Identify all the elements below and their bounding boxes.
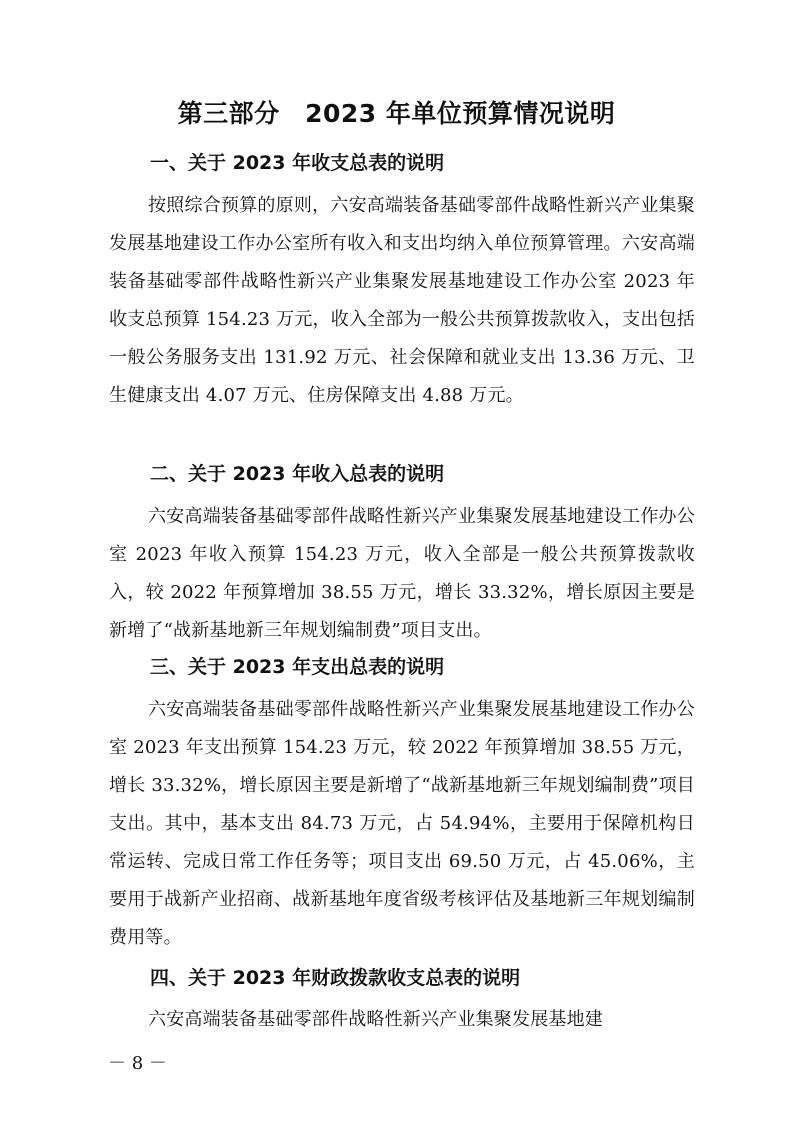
section-heading-4: 四、关于 2023 年财政拨款收支总表的说明: [150, 967, 521, 989]
section-heading-1: 一、关于 2023 年收支总表的说明: [150, 152, 445, 174]
section-heading-3: 三、关于 2023 年支出总表的说明: [150, 656, 445, 678]
section-body-1: 按照综合预算的原则，六安高端装备基础零部件战略性新兴产业集聚发展基地建设工作办公室所有收入和支出均纳入单位预算管理。六安高端装备基础零部件战略性新兴产业集聚发展基地建设工作办公室 2023 年收支总预算 154.23 万元，收入全部为一般公共预算拨款收入，支出包括一般公务服务支出 131.92 万元、社会保障和就业支出 13.36 万元、卫生健康支出 4.07 万元、住房保障支出 4.88 万元。: [109, 195, 695, 406]
page-number: － 8 －: [108, 1053, 167, 1074]
section-body-3: 六安高端装备基础零部件战略性新兴产业集聚发展基地建设工作办公室 2023 年支出预算 154.23 万元，较 2022 年预算增加 38.55 万元，增长 33.32%，增长原因主要是新增了“战新基地新三年规划编制费”项目支出。其中，基本支出 84.73 万元，占 54.94%，主要用于保障机构日常运转、完成日常工作任务等；项目支出 69.50 万元，占 45.06%，主要用于战新产业招商、战新基地年度省级考核评估及基地新三年规划编制费用等。: [109, 699, 695, 948]
section-body-4: 六安高端装备基础零部件战略性新兴产业集聚发展基地建: [148, 1009, 603, 1030]
section-heading-2: 二、关于 2023 年收入总表的说明: [150, 463, 445, 485]
page-title: 第三部分 2023 年单位预算情况说明: [177, 99, 616, 128]
section-body-2: 六安高端装备基础零部件战略性新兴产业集聚发展基地建设工作办公室 2023 年收入预算 154.23 万元，收入全部是一般公共预算拨款收入，较 2022 年预算增加 38.55 万元，增长 33.32%，增长原因主要是新增了“战新基地新三年规划编制费”项目支出。: [109, 506, 695, 641]
